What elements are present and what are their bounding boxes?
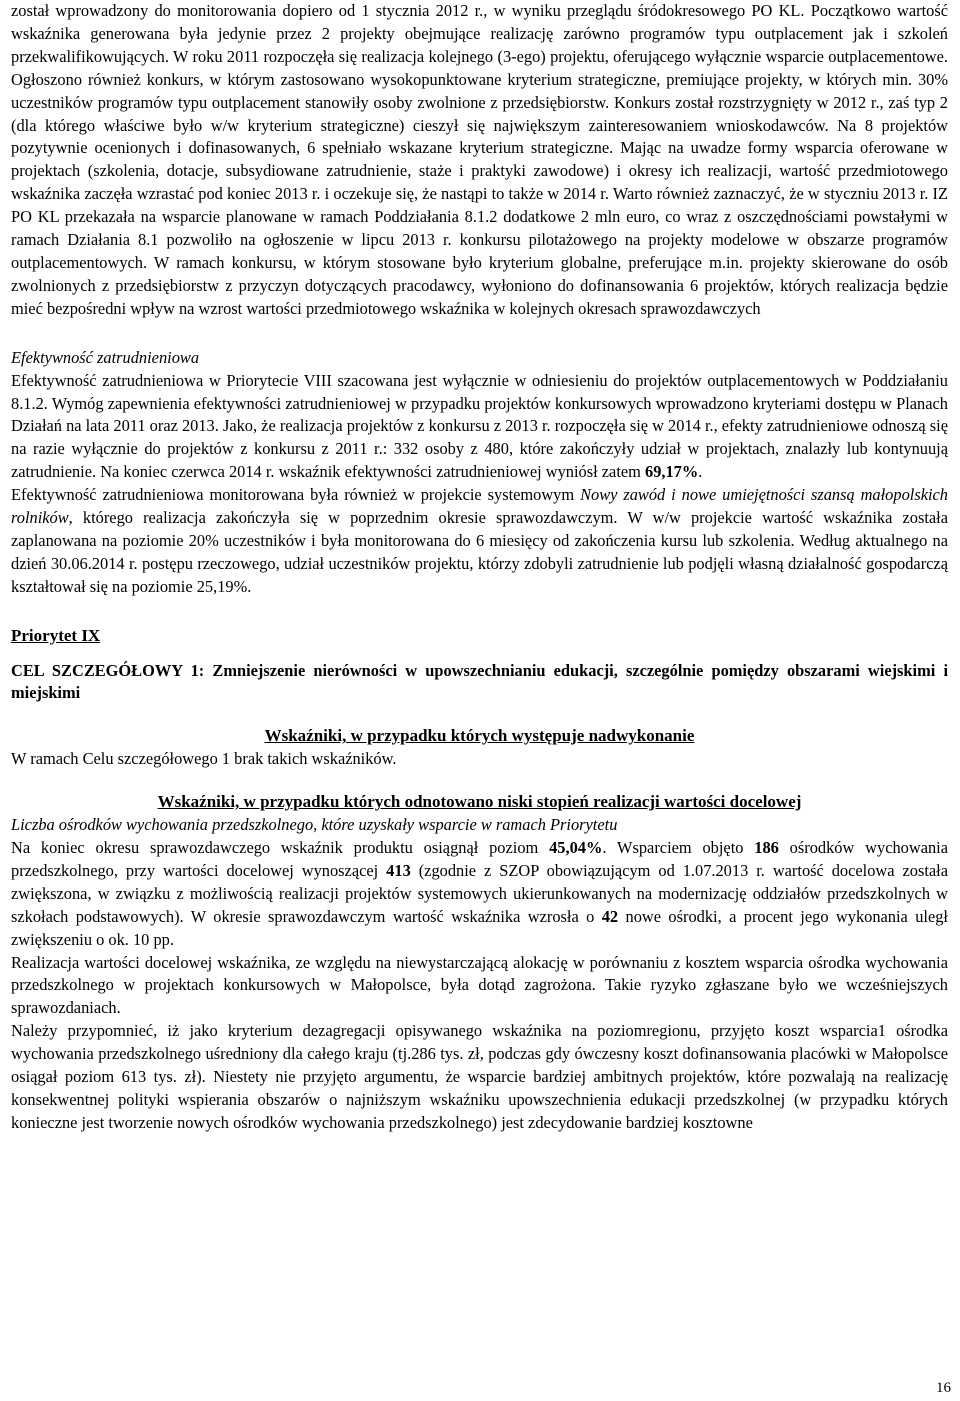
section-heading-efektywnosc: Efektywność zatrudnieniowa	[11, 347, 200, 367]
paragraph-kryterium: Należy przypomnieć, iż jako kryterium dezagregacji opisywanego wskaźnika na poziomregionu, przyjęto koszt wsparcia1 ośrodka wychowania przedszkolnego uśredniony dla całego kraju (tj.286 tys. zł, podczas gdy ówczesny koszt dofinansowania placówki w Małopolsce osiągał poziom 613 tys. zł). Niestety nie przyjęto argumentu, że wsparcie bardziej ambitnych projektów, które pozwalają na realizację konsekwentnej polityki wspierania obszarów o najniższym wskaźniku upowszechnienia edukacji przedszkolnej (w przypadku których konieczne jest tworzenie nowych ośrodków wychowania przedszkolnego) jest zdecydowanie bardziej kosztowne	[11, 1021, 948, 1132]
paragraph-projekt-systemowy	[11, 484, 948, 599]
nadwykonanie-text: W ramach Celu szczegółowego 1 brak takich wskaźników.	[11, 749, 397, 769]
projekt-text-2: , którego realizacja zakończyła się w poprzednim okresie sprawozdawczym. W w/w projekcie wartość wskaźnika została zaplanowana na poziomie 20% uczestników i była monitorowana do 6 miesięcy od zakończenia kursu lub szkolenia. Według aktualnego na dzień 30.06.2014 r. postępu rzeczowego, udział uczestników projektu, którzy zdobyli zatrudnienie lub podjęli własną działalność gospodarczą kształtował się na poziomie 25,19%.	[11, 508, 948, 596]
page-number: 16	[936, 1380, 951, 1396]
priorytet-heading: Priorytet IX	[11, 625, 101, 645]
document-page	[11, 0, 948, 1135]
niski-stopien-heading: Wskaźniki, w przypadku których odnotowano niski stopień realizacji wartości docelowej	[157, 792, 802, 812]
wskaznik-text-i: nowe ośrodki, a procent jego wykonania uległ zwiększeniu o ok. 10 pp.	[11, 906, 948, 949]
wskaznik-text-c: . Wsparciem objęto	[602, 838, 755, 857]
wskaznik-count: 186	[754, 838, 779, 857]
wskaznik-text-a: Na koniec okresu sprawozdawczego wskaźnik produktu osiągnął poziom	[11, 838, 550, 857]
wskaznik-text-g: (zgodnie z SZOP obowiązującym od 1.07.2013 r. wartość docelowa została zwiększona, w związku z możliwością realizacji projektów systemowych ukierunkowanych na modernizację oddziałów przedszkolnych w szkołach podstawowych). W okresie sprawozdawczym wartość wskaźnika wzrosła o	[11, 860, 948, 926]
paragraph-wskaznik-produktu	[11, 837, 948, 952]
efektywnosc-value: 69,17%	[645, 462, 699, 482]
paragraph-efektywnosc	[11, 370, 948, 485]
wskaznik-increase: 42	[601, 906, 619, 926]
projekt-text-1: Efektywność zatrudnieniowa monitorowana była również w projekcie systemowym	[11, 485, 581, 505]
projekt-title: Nowy zawód i nowe umiejętności szansą małopolskich rolników	[11, 485, 948, 528]
cel-heading: CEL SZCZEGÓŁOWY 1: Zmniejszenie nierówności w upowszechnianiu edukacji, szczególnie pomiędzy obszarami wiejskimi i miejskimi	[11, 660, 948, 703]
efektywnosc-text: Efektywność zatrudnieniowa w Priorytecie VIII szacowana jest wyłącznie w odniesieniu do projektów outplacementowych w Poddziałaniu 8.1.2. Wymóg zapewnienia efektywności zatrudnieniowej w przypadku projektów konkursowych wprowadzono kryteriami dostępu w Planach Działań na lata 2011 oraz 2013. Jako, że realizacja projektów z konkursu z 2013 r. rozpoczęła się w 2014 r., efekty zatrudnieniowe odnoszą się na razie wyłącznie do projektów z konkursu z 2011 r.: 332 osoby z 480, które zakończyły udział w projektach, znalazły lub kontynuują zatrudnienie. Na koniec czerwca 2014 r. wskaźnik efektywności zatrudnieniowej wyniósł zatem	[11, 370, 948, 482]
liczba-osrodkow-heading: Liczba ośrodków wychowania przedszkolnego, które uzyskały wsparcie w ramach Priorytetu	[11, 815, 618, 835]
efektywnosc-period: .	[698, 462, 703, 482]
paragraph-realizacja: Realizacja wartości docelowej wskaźnika, ze względu na niewystarczającą alokację w porównaniu z kosztem wsparcia ośrodka wychowania przedszkolnego w projektach konkursowych w Małopolsce, była dotąd zagrożona. Takie ryzyko zgłaszane było we wcześniejszych sprawozdaniach.	[11, 952, 948, 1018]
wskaznik-text-e: ośrodków wychowania przedszkolnego, przy wartości docelowej wynoszącej	[11, 838, 948, 880]
wskaznik-percent: 45,04%	[549, 838, 603, 857]
nadwykonanie-heading: Wskaźniki, w przypadku których występuje nadwykonanie	[264, 726, 695, 746]
paragraph-outplacement: został wprowadzony do monitorowania dopiero od 1 stycznia 2012 r., w wyniku przeglądu śródokresowego PO KL. Początkowo wartość wskaźnika generowana była jedynie przez 2 projekty obejmujące realizację zarówno programów typu outplacement jak i szkoleń przekwalifikowujących. W roku 2011 rozpoczęła się realizacja kolejnego (3-ego) projektu, oferującego wyłącznie wsparcie outplacementowe. Ogłoszono również konkurs, w którym zastosowano wysokopunktowane kryterium strategiczne, premiujące projekty, w których min. 30% uczestników programów typu outplacement stanowiły osoby zwolnione z przedsiębiorstw. Konkurs został rozstrzygnięty w 2012 r., zaś typ 2 (dla którego właściwe było w/w kryterium strategiczne) cieszył się największym zainteresowaniem wnioskodawców. Na 8 projektów pozytywnie ocenionych i dofinasowanych, 6 spełniało wskazane kryterium strategiczne. Mając na uwadze formy wsparcia oferowane w projektach (szkolenia, dotacje, subsydiowane zatrudnienie, staże i praktyki zawodowe) i okresy ich realizacji, wartość przedmiotowego wskaźnika zaczęła wzrastać pod koniec 2013 r. i oczekuje się, że nastąpi to także w 2014 r. Warto również zaznaczyć, że w styczniu 2013 r. IZ PO KL przekazała na wsparcie planowane w ramach Poddziałania 8.1.2 dodatkowe 2 mln euro, co wraz z oszczędnościami powstałymi w ramach Działania 8.1 pozwoliło na ogłoszenie w lipcu 2013 r. konkursu pilotażowego na projekty modelowe w obszarze programów outplacementowych. W ramach konkursu, w którym stosowane było kryterium globalne, preferujące m.in. projekty skierowane do osób zwolnionych z przedsiębiorstw z przyczyn dotyczących pracodawcy, wyłoniono do dofinansowania 6 projektów, których realizacja będzie mieć bezpośredni wpływ na wzrost wartości przedmiotowego wskaźnika w kolejnych okresach sprawozdawczych	[11, 1, 948, 318]
wskaznik-target: 413	[386, 860, 411, 880]
